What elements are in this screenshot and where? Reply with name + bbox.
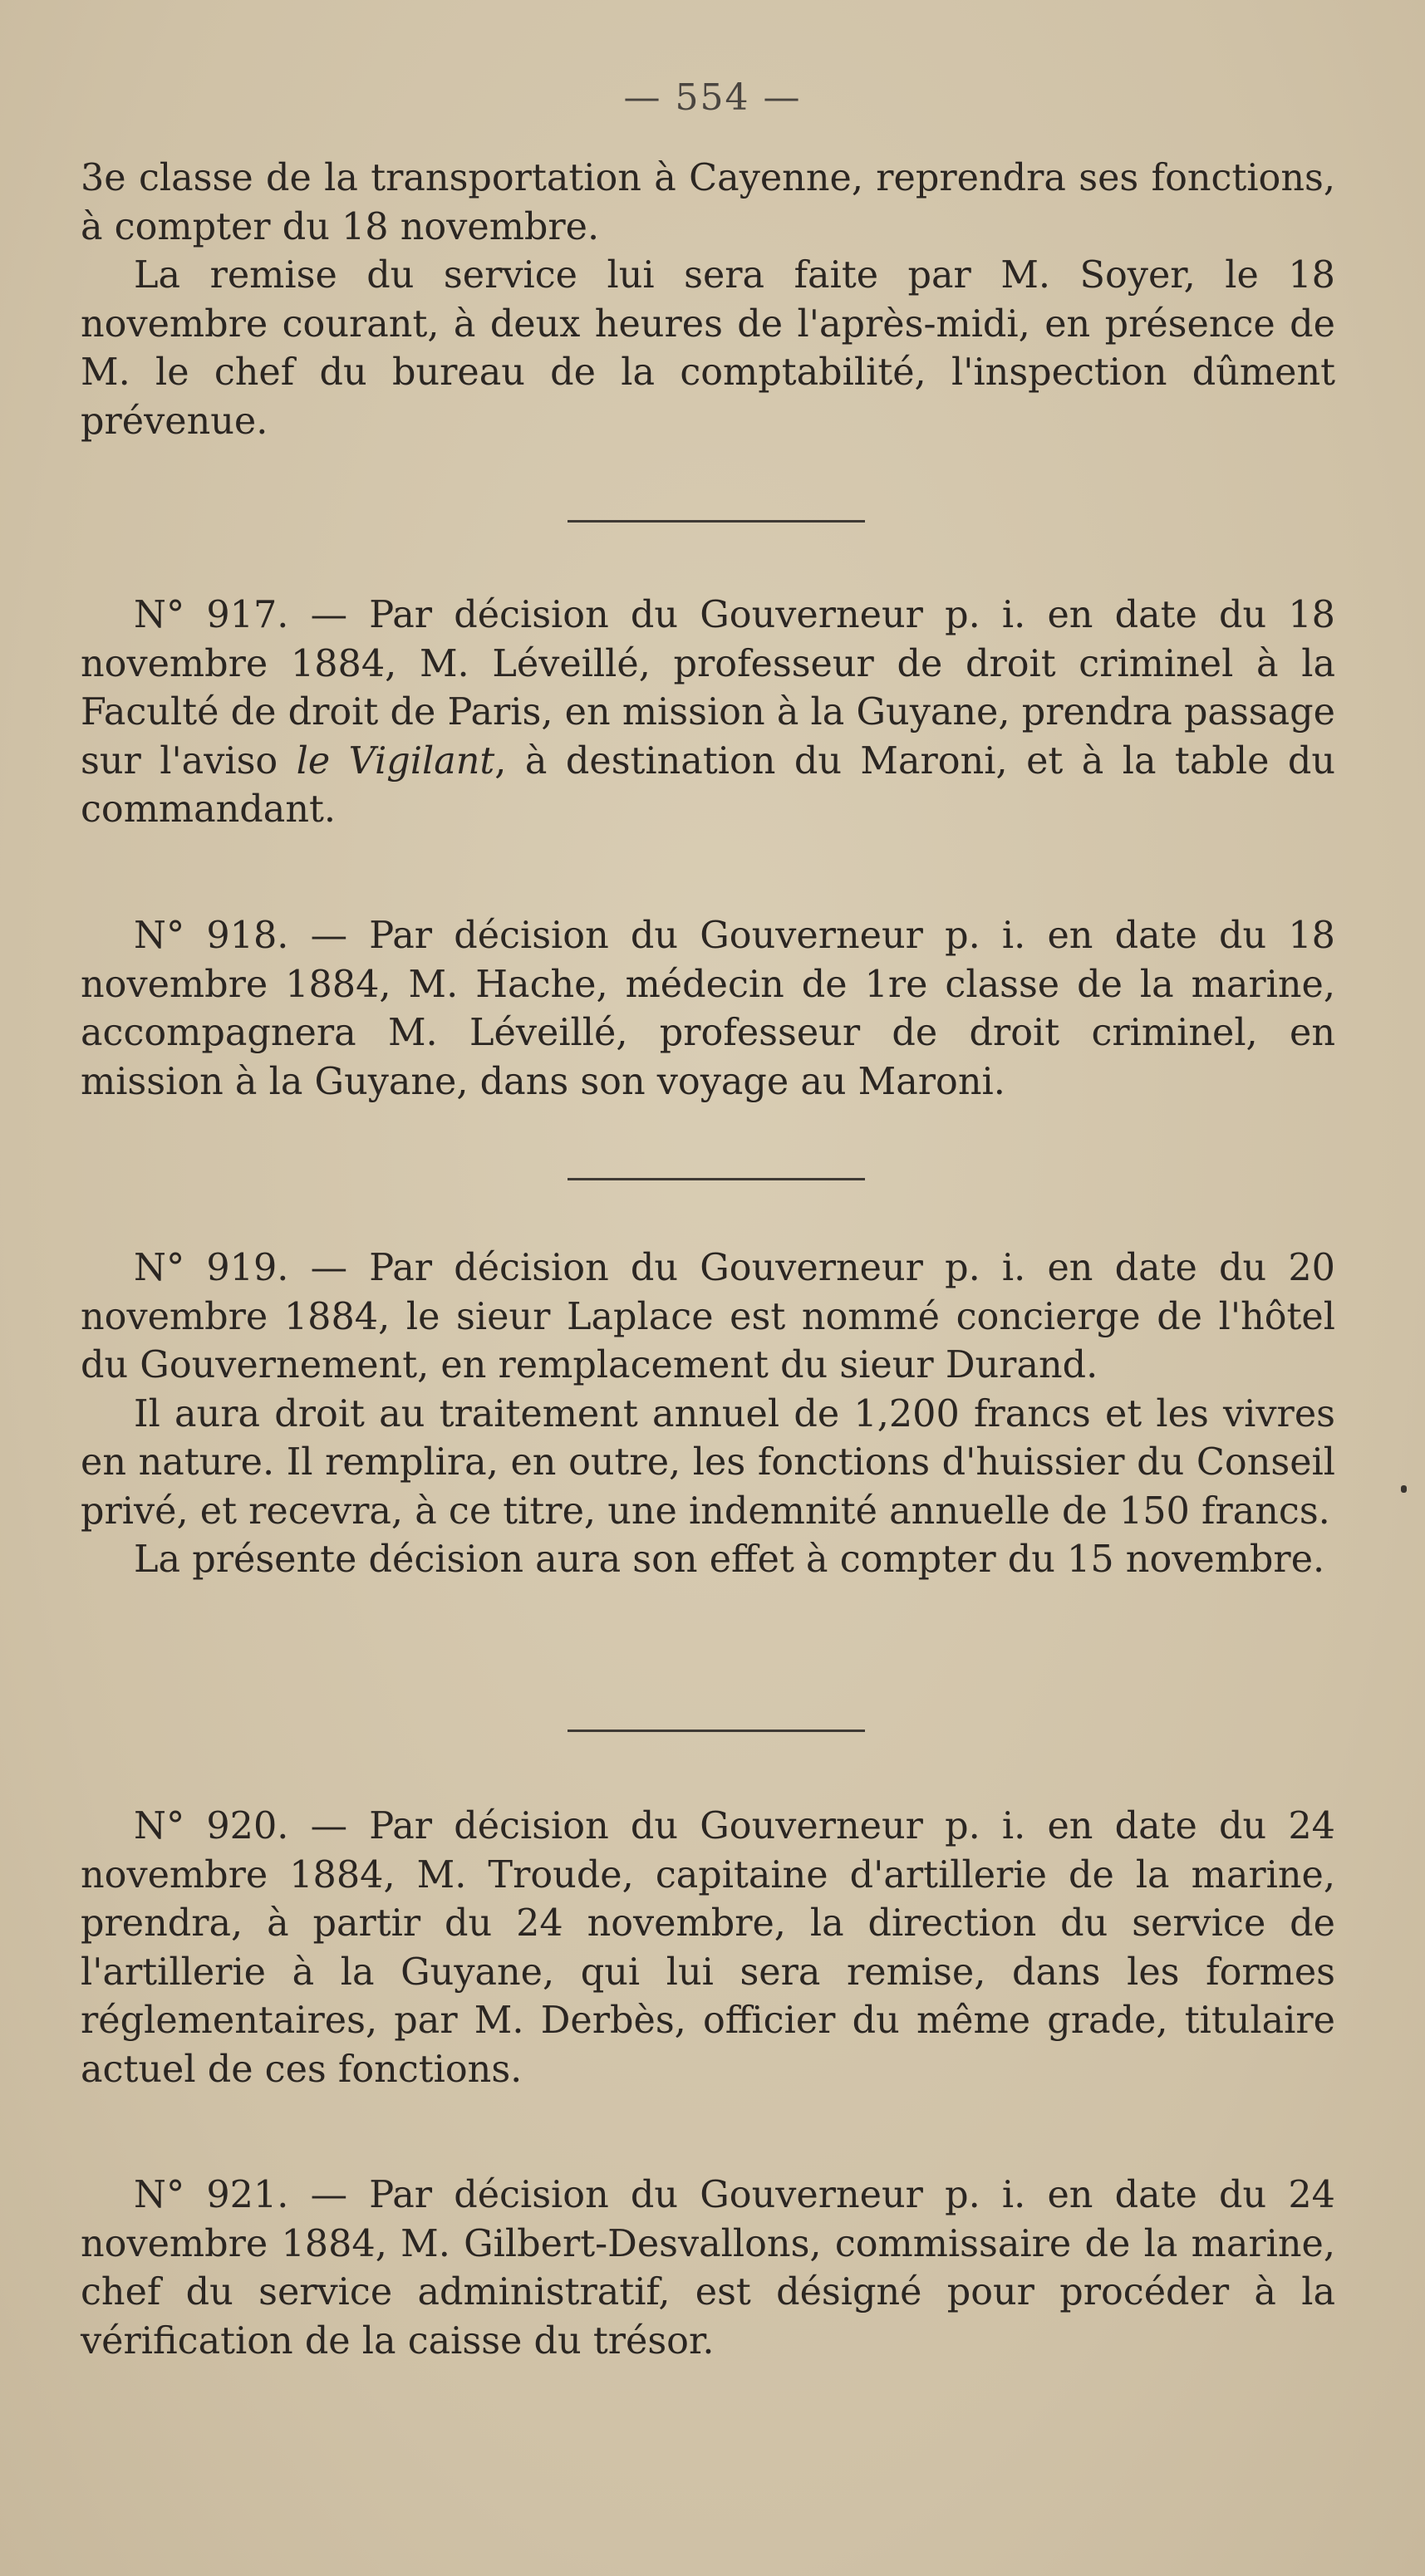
section-divider bbox=[568, 1730, 865, 1732]
intro-paragraph-1: 3e classe de la transportation à Cayenne, reprendra ses fonctions, à compter du 18 novembre. bbox=[81, 157, 1335, 248]
intro-paragraph-2: La remise du service lui sera faite par M. Soyer, le 18 novembre courant, à deux heures de l'après-midi, en présence de M. le chef du bureau de la comptabilité, l'inspection dûment prévenue. bbox=[81, 254, 1335, 443]
ship-name: le Vigilant bbox=[296, 739, 495, 783]
decision-918 bbox=[81, 912, 1335, 1106]
page-number: — 554 — bbox=[623, 76, 802, 119]
decision-918-paragraph: N° 918. — Par décision du Gouverneur p. i. en date du 18 novembre 1884, M. Hache, médecin de 1re classe de la marine, accompagnera M. Léveillé, professeur de droit criminel, en mission à la Guyane, dans son voyage au Maroni. bbox=[81, 915, 1335, 1103]
decision-920 bbox=[81, 1803, 1335, 2094]
decision-921 bbox=[81, 2171, 1335, 2366]
decision-919-paragraph-3: La présente décision aura son effet à compter du 15 novembre. bbox=[134, 1538, 1325, 1581]
decision-919 bbox=[81, 1244, 1335, 1585]
decision-917-paragraph bbox=[81, 591, 1335, 835]
section-divider bbox=[568, 520, 865, 523]
decision-917 bbox=[81, 591, 1335, 835]
decision-917-text-before: N° 917. — Par décision du Gouverneur p. i. en date du 18 novembre 1884, M. Léveillé, professeur de droit criminel à la Faculté de droit de Paris, en mission à la Guyane, prendra passage sur l'aviso bbox=[81, 594, 1335, 783]
decision-917-text-after: , à destination du Maroni, et à la table du commandant. bbox=[81, 739, 1335, 831]
ink-spot bbox=[1401, 1485, 1407, 1493]
decision-919-paragraph-1: N° 919. — Par décision du Gouverneur p. i. en date du 20 novembre 1884, le sieur Laplace est nommé concierge de l'hôtel du Gouvernement, en remplacement du sieur Durand. bbox=[81, 1247, 1335, 1386]
section-divider bbox=[568, 1178, 865, 1180]
decision-921-paragraph: N° 921. — Par décision du Gouverneur p. i. en date du 24 novembre 1884, M. Gilbert-Desvallons, commissaire de la marine, chef du service administratif, est désigné pour procéder à la vérification de la caisse du trésor. bbox=[81, 2174, 1335, 2363]
decision-919-paragraph-2: Il aura droit au traitement annuel de 1,200 francs et les vivres en nature. Il remplira, en outre, les fonctions d'huissier du Conseil privé, et recevra, à ce titre, une indemnité annuelle de 150 francs. bbox=[81, 1392, 1335, 1533]
decision-920-paragraph: N° 920. — Par décision du Gouverneur p. i. en date du 24 novembre 1884, M. Troude, capitaine d'artillerie de la marine, prendra, à partir du 24 novembre, la direction du service de l'artillerie à la Guyane, qui lui sera remise, dans les formes réglementaires, par M. Derbès, officier du même grade, titulaire actuel de ces fonctions. bbox=[81, 1805, 1335, 2091]
intro-section bbox=[81, 155, 1335, 446]
